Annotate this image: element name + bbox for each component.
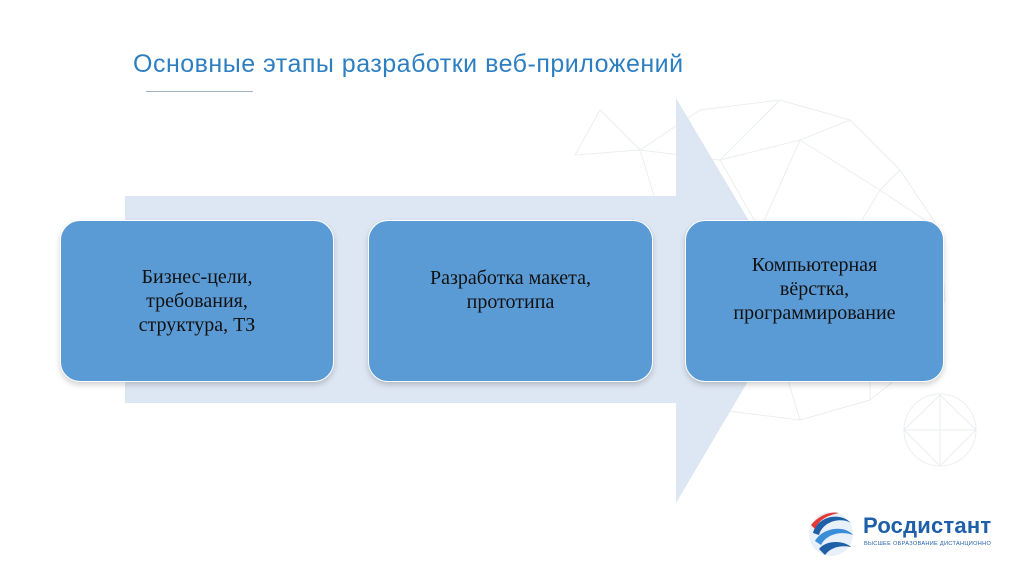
logo-tagline: ВЫСШЕЕ ОБРАЗОВАНИЕ ДИСТАНЦИОННО: [864, 541, 992, 547]
step-box-programming: [685, 220, 944, 382]
logo-globe-icon: [805, 505, 861, 563]
rosdistant-logo[interactable]: [805, 505, 1005, 563]
step-label: Компьютерная вёрстка, программирование: [733, 254, 896, 324]
step-box-business-goals: [60, 220, 334, 382]
step-label: Бизнес-цели, требования, структура, ТЗ: [138, 266, 256, 336]
logo-name: Росдистант: [863, 513, 992, 538]
step-label: Разработка макета, прототипа: [429, 267, 592, 313]
step-box-prototype: [368, 220, 653, 382]
slide-title: Основные этапы разработки веб-приложений: [133, 50, 684, 78]
